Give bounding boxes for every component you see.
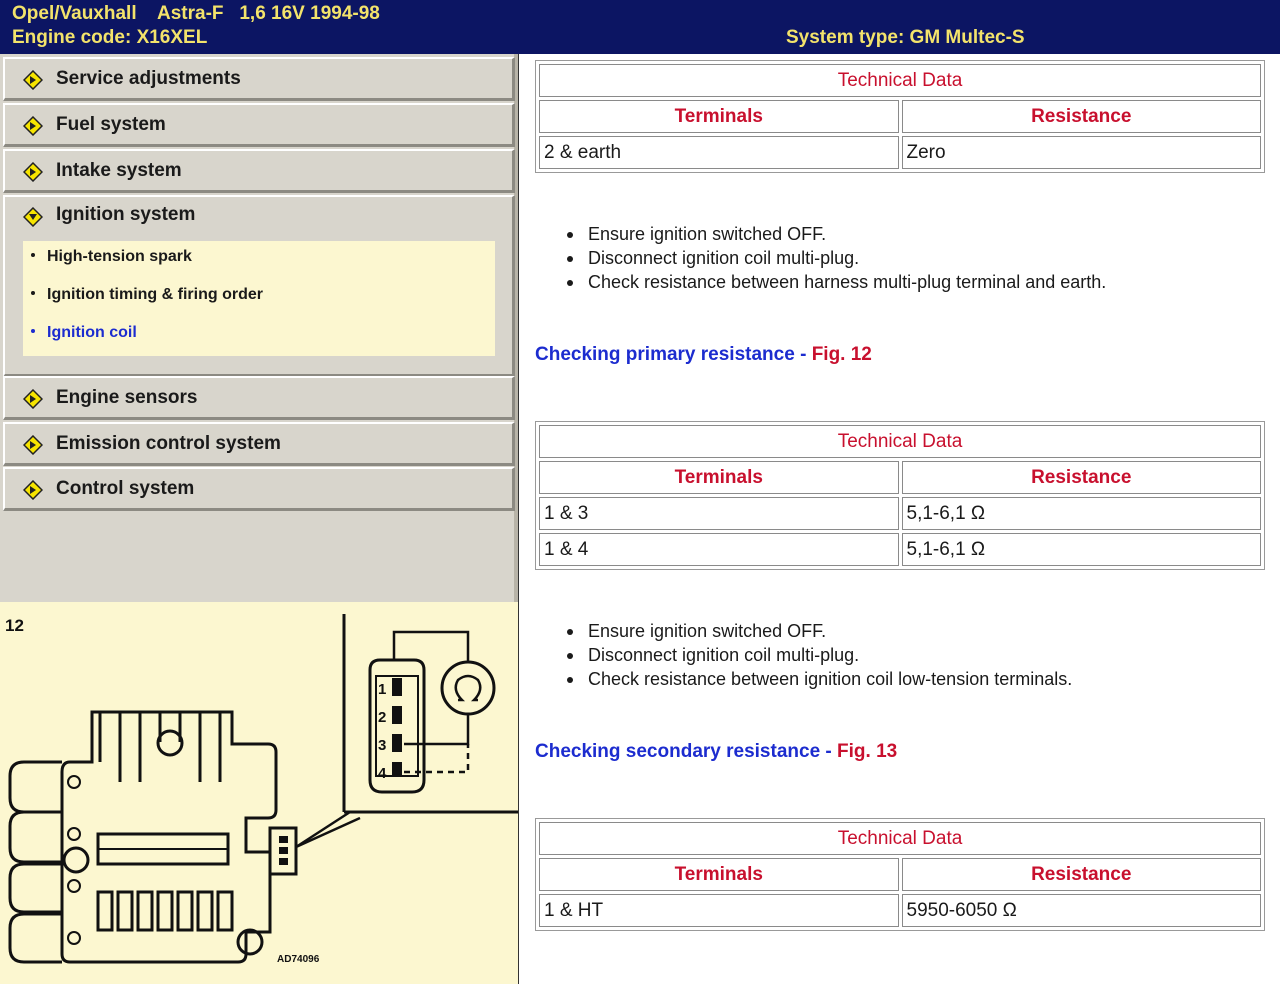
- cell-terminals: 1 & 4: [539, 533, 899, 566]
- terminal-label-2: 2: [378, 709, 387, 726]
- table-title: Technical Data: [539, 425, 1261, 458]
- list-item: Check resistance between harness multi-plug terminal and earth.: [588, 272, 1107, 292]
- list-item: Ensure ignition switched OFF.: [588, 619, 1072, 643]
- vehicle-title: Opel/Vauxhall Astra-F 1,6 16V 1994-98: [12, 3, 380, 24]
- table-row: [539, 136, 1261, 169]
- nav-item-service-adjustments[interactable]: [3, 57, 515, 101]
- app-header: [0, 0, 1280, 54]
- list-item: Disconnect ignition coil multi-plug.: [588, 643, 1072, 667]
- diamond-arrow-icon: [23, 116, 43, 136]
- diamond-arrow-icon: [23, 70, 43, 90]
- system-type: System type: GM Multec-S: [786, 27, 1025, 48]
- figure-number: 12: [5, 616, 24, 635]
- nav-item-engine-sensors[interactable]: [3, 376, 515, 420]
- ignition-submenu: [23, 241, 495, 356]
- nav-item-label: Ignition system: [56, 204, 196, 225]
- list-item: Ensure ignition switched OFF.: [588, 222, 1106, 246]
- cell-terminals: 1 & HT: [539, 894, 899, 927]
- cell-resistance: 5,1-6,1 Ω: [902, 497, 1262, 530]
- diamond-arrow-down-icon: [23, 207, 43, 227]
- table-row: [539, 497, 1261, 530]
- submenu-item-high-tension-spark[interactable]: High-tension spark: [31, 248, 192, 266]
- column-header-resistance: Resistance: [902, 858, 1262, 891]
- nav-item-intake-system[interactable]: [3, 149, 515, 193]
- nav-item-fuel-system[interactable]: [3, 103, 515, 147]
- nav-item-control-system[interactable]: [3, 467, 515, 511]
- figure-code: AD74096: [277, 954, 320, 965]
- bullet-icon: [31, 253, 35, 257]
- engine-code: Engine code: X16XEL: [12, 27, 208, 48]
- column-header-terminals: Terminals: [539, 100, 899, 133]
- bullet-icon: [31, 329, 35, 333]
- diamond-arrow-icon: [23, 480, 43, 500]
- cell-terminals: 1 & 3: [539, 497, 899, 530]
- figure-link[interactable]: Fig. 13: [837, 741, 898, 762]
- section-heading-primary: [535, 344, 872, 366]
- cell-terminals: 2 & earth: [539, 136, 899, 169]
- figure-link[interactable]: Fig. 12: [811, 344, 872, 365]
- nav-item-ignition-system[interactable]: [3, 195, 515, 377]
- nav-item-label: Service adjustments: [56, 68, 241, 89]
- list-item: Check resistance between ignition coil low-tension terminals.: [588, 669, 1073, 689]
- table-row: [539, 894, 1261, 927]
- column-header-terminals: Terminals: [539, 858, 899, 891]
- submenu-item-ignition-timing[interactable]: Ignition timing & firing order: [31, 286, 263, 304]
- nav-item-label: Fuel system: [56, 114, 166, 135]
- instruction-list-1: [588, 222, 1106, 294]
- cell-resistance: 5,1-6,1 Ω: [902, 533, 1262, 566]
- main-content: [518, 54, 1280, 984]
- nav-item-label: Intake system: [56, 160, 182, 181]
- technical-data-table-1: [535, 60, 1265, 173]
- diamond-arrow-icon: [23, 435, 43, 455]
- technical-data-table-3: [535, 818, 1265, 931]
- terminal-label-3: 3: [378, 737, 387, 754]
- nav-item-emission-control[interactable]: [3, 422, 515, 466]
- nav-item-label: Control system: [56, 478, 195, 499]
- diamond-arrow-icon: [23, 389, 43, 409]
- ignition-coil-figure: [0, 602, 518, 984]
- column-header-resistance: Resistance: [902, 461, 1262, 494]
- ignition-coil-diagram: [0, 602, 518, 984]
- terminal-label-4: 4: [378, 765, 387, 782]
- heading-separator: -: [820, 741, 838, 762]
- instruction-list-2: [588, 619, 1072, 691]
- heading-text: Checking primary resistance: [535, 344, 795, 365]
- submenu-item-ignition-coil[interactable]: Ignition coil: [31, 324, 137, 342]
- column-header-terminals: Terminals: [539, 461, 899, 494]
- terminal-label-1: 1: [378, 681, 387, 698]
- cell-resistance: Zero: [902, 136, 1262, 169]
- heading-text: Checking secondary resistance: [535, 741, 821, 762]
- bullet-icon: [31, 291, 35, 295]
- sidebar-nav: [0, 54, 518, 602]
- heading-separator: -: [794, 344, 812, 365]
- nav-item-label: Engine sensors: [56, 387, 198, 408]
- nav-item-label: Emission control system: [56, 433, 281, 454]
- section-heading-secondary: [535, 741, 897, 763]
- cell-resistance: 5950-6050 Ω: [902, 894, 1262, 927]
- table-title: Technical Data: [539, 822, 1261, 855]
- column-header-resistance: Resistance: [902, 100, 1262, 133]
- table-row: [539, 533, 1261, 566]
- list-item: Disconnect ignition coil multi-plug.: [588, 246, 1106, 270]
- diamond-arrow-icon: [23, 162, 43, 182]
- technical-data-table-2: [535, 421, 1265, 570]
- table-title: Technical Data: [539, 64, 1261, 97]
